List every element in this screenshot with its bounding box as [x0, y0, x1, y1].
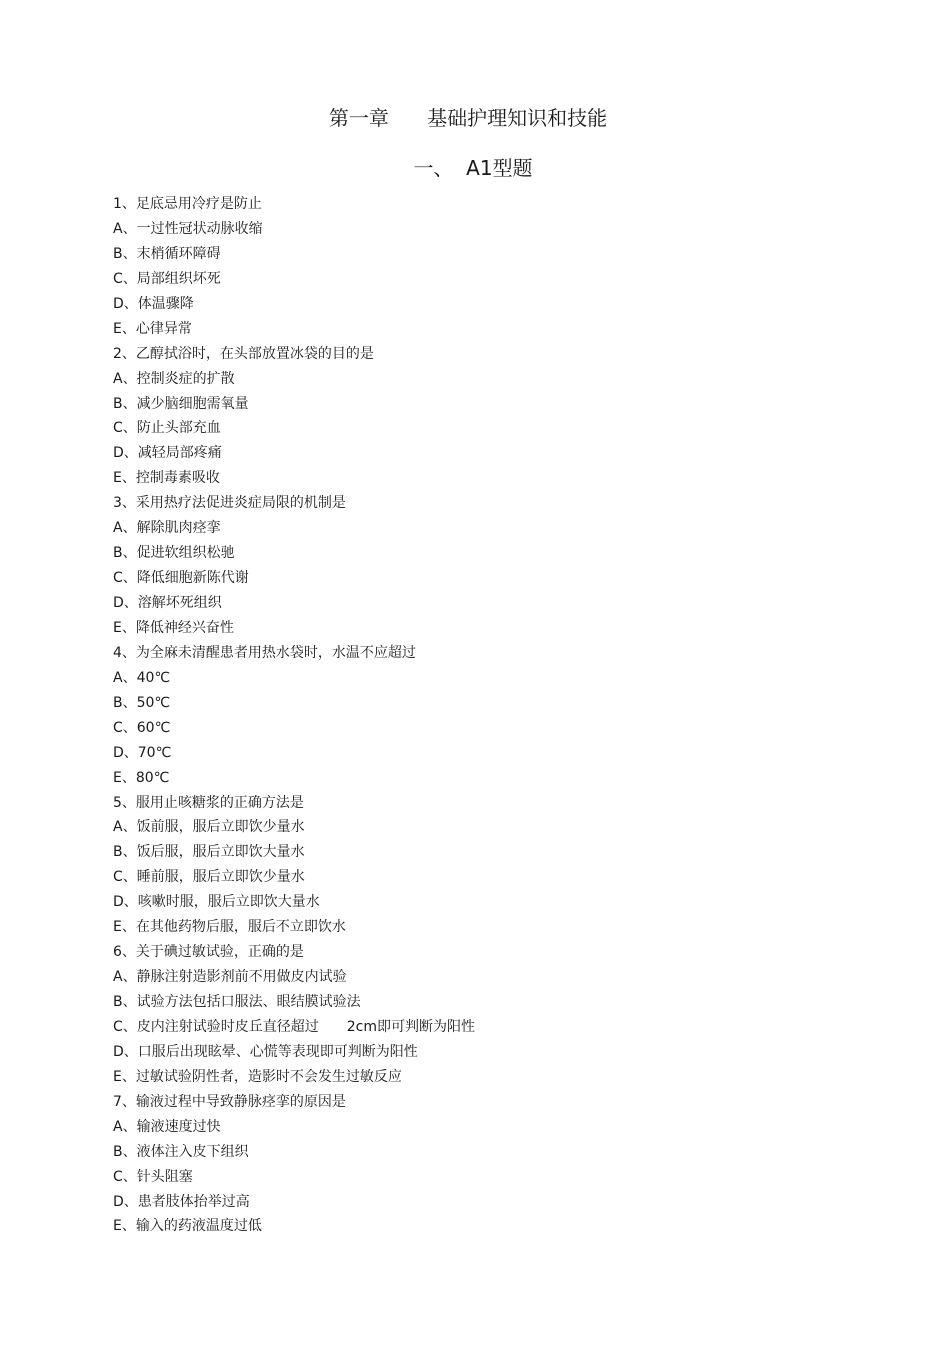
section-label: 一、 — [413, 156, 454, 180]
question-1 — [113, 192, 893, 342]
option-e: E、控制毒素吸收 — [113, 470, 220, 487]
option-d: D、减轻局部疼痛 — [113, 445, 222, 462]
option-d: D、患者肢体抬举过高 — [113, 1193, 250, 1210]
question-stem: 3、采用热疗法促进炎症局限的机制是 — [113, 495, 346, 512]
option-c: C、降低细胞新陈代谢 — [113, 570, 249, 587]
chapter-label: 第一章 — [328, 106, 389, 130]
option-e: E、输入的药液温度过低 — [113, 1218, 262, 1235]
option-c: C、睡前服，服后立即饮少量水 — [113, 869, 305, 886]
question-5 — [113, 791, 893, 941]
option-b: B、饭后服，服后立即饮大量水 — [113, 844, 305, 861]
option-e: E、过敏试验阴性者，造影时不会发生过敏反应 — [113, 1068, 402, 1085]
option-e: E、在其他药物后服，服后不立即饮水 — [113, 919, 346, 936]
question-2 — [113, 342, 893, 492]
option-c: C、60℃ — [113, 719, 171, 736]
option-b: B、试验方法包括口服法、眼结膜试验法 — [113, 994, 361, 1010]
option-a: A、静脉注射造影剂前不用做皮内试验 — [113, 969, 347, 986]
chapter-name: 基础护理知识和技能 — [427, 106, 608, 130]
option-c: C、防止头部充血 — [113, 420, 221, 437]
question-list — [113, 192, 893, 1239]
section-title — [0, 154, 946, 182]
option-a: A、输液速度过快 — [113, 1118, 221, 1135]
option-b: B、50℃ — [113, 694, 171, 711]
option-e: E、80℃ — [113, 769, 170, 786]
option-a: A、控制炎症的扩散 — [113, 370, 235, 387]
option-e: E、降低神经兴奋性 — [113, 619, 234, 636]
option-c: C、皮内注射试验时皮丘直径超过 2cm即可判断为阳性 — [113, 1018, 476, 1035]
option-d: D、咳嗽时服，服后立即饮大量水 — [113, 894, 320, 911]
question-3 — [113, 491, 893, 641]
option-d: D、溶解坏死组织 — [113, 595, 222, 611]
chapter-title — [0, 104, 936, 132]
option-d: D、70℃ — [113, 744, 172, 761]
option-c: C、局部组织坏死 — [113, 270, 221, 287]
option-d: D、体温骤降 — [113, 295, 194, 312]
section-name: A1型题 — [466, 156, 533, 180]
option-b: B、末梢循环障碍 — [113, 245, 221, 262]
option-b: B、液体注入皮下组织 — [113, 1143, 249, 1160]
option-c: C、针头阻塞 — [113, 1168, 193, 1185]
option-a: A、一过性冠状动脉收缩 — [113, 220, 263, 237]
question-stem: 4、为全麻未清醒患者用热水袋时，水温不应超过 — [113, 644, 416, 661]
option-a: A、40℃ — [113, 669, 171, 686]
option-b: B、减少脑细胞需氧量 — [113, 395, 249, 412]
question-stem: 1、足底忌用冷疗是防止 — [113, 196, 262, 212]
question-stem: 2、乙醇拭浴时，在头部放置冰袋的目的是 — [113, 345, 374, 362]
option-e: E、心律异常 — [113, 320, 192, 337]
question-stem: 5、服用止咳糖浆的正确方法是 — [113, 794, 304, 811]
question-7 — [113, 1090, 893, 1240]
option-a: A、饭前服，服后立即饮少量水 — [113, 819, 305, 836]
question-6 — [113, 940, 893, 1090]
question-4 — [113, 641, 893, 791]
option-a: A、解除肌肉痉挛 — [113, 520, 221, 537]
question-stem: 6、关于碘过敏试验，正确的是 — [113, 944, 304, 961]
question-stem: 7、输液过程中导致静脉痉挛的原因是 — [113, 1093, 346, 1110]
option-d: D、口服后出现眩晕、心慌等表现即可判断为阳性 — [113, 1043, 418, 1060]
option-b: B、促进软组织松驰 — [113, 545, 235, 562]
